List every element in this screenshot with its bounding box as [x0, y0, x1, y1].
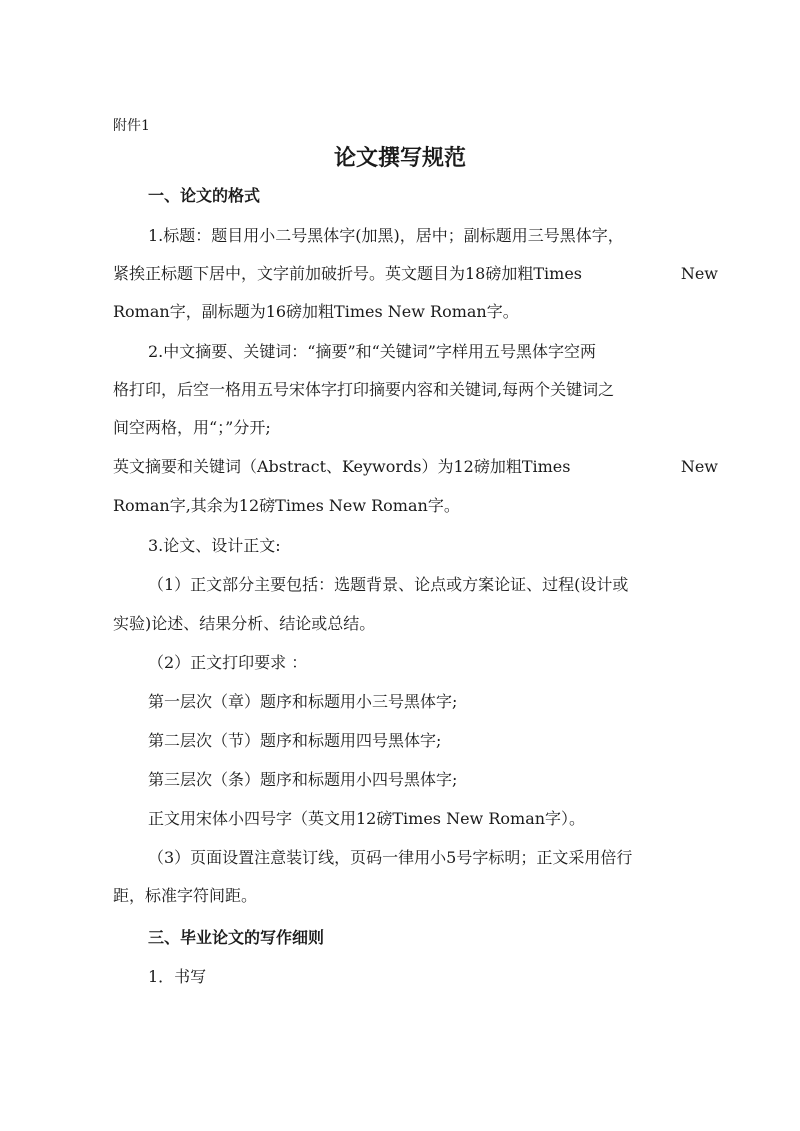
- body-line: 格打印，后空一格用五号宋体字打印摘要内容和关键词,每两个关键词之: [113, 380, 615, 399]
- list-item: 正文用宋体小四号字（英文用12磅Times New Roman字）。: [148, 809, 586, 828]
- body-text: New: [680, 264, 718, 283]
- body-line: （2）正文打印要求 ：: [148, 653, 308, 672]
- body-line: [113, 264, 718, 284]
- body-line: Roman字,其余为12磅Times New Roman字。: [113, 496, 460, 515]
- body-line: 2.中文摘要、关键词：“摘要”和“关键词”字样用五号黑体字空两: [148, 342, 596, 361]
- body-line: 1．书写: [148, 967, 207, 986]
- body-text: 紧挨正标题下居中，文字前加破折号。英文题目为18磅加粗Times: [113, 264, 583, 283]
- body-line: （3）页面设置注意装订线，页码一律用小5号字标明；正文采用倍行: [148, 848, 633, 867]
- body-line: 实验)论述、结果分析、结论或总结。: [113, 614, 376, 633]
- list-item: 第三层次（条）题序和标题用小四号黑体字;: [148, 770, 458, 789]
- body-text: 英文摘要和关键词（Abstract、Keywords）为12磅加粗Times: [113, 457, 571, 476]
- body-line: （1）正文部分主要包括：选题背景、论点或方案论证、过程(设计或: [148, 575, 629, 594]
- body-line: 1.标题：题目用小二号黑体字(加黑)，居中；副标题用三号黑体字，: [148, 226, 624, 245]
- section-heading-writing-rules: 三、毕业论文的写作细则: [148, 928, 325, 947]
- attachment-label: 附件1: [113, 118, 150, 134]
- body-text: New: [680, 457, 718, 476]
- body-line: Roman字，副标题为16磅加粗Times New Roman字。: [113, 302, 519, 321]
- page-title: 论文撰写规范: [333, 146, 466, 171]
- body-line: [113, 457, 718, 477]
- body-line: 间空两格，用“；”分开;: [113, 418, 271, 437]
- body-line: 距，标准字符间距。: [113, 886, 258, 905]
- list-item: 第二层次（节）题序和标题用四号黑体字;: [148, 731, 442, 750]
- list-item: 第一层次（章）题序和标题用小三号黑体字;: [148, 692, 458, 711]
- subsection-heading: 3.论文、设计正文:: [148, 536, 281, 555]
- section-heading-format: 一、论文的格式: [148, 186, 261, 205]
